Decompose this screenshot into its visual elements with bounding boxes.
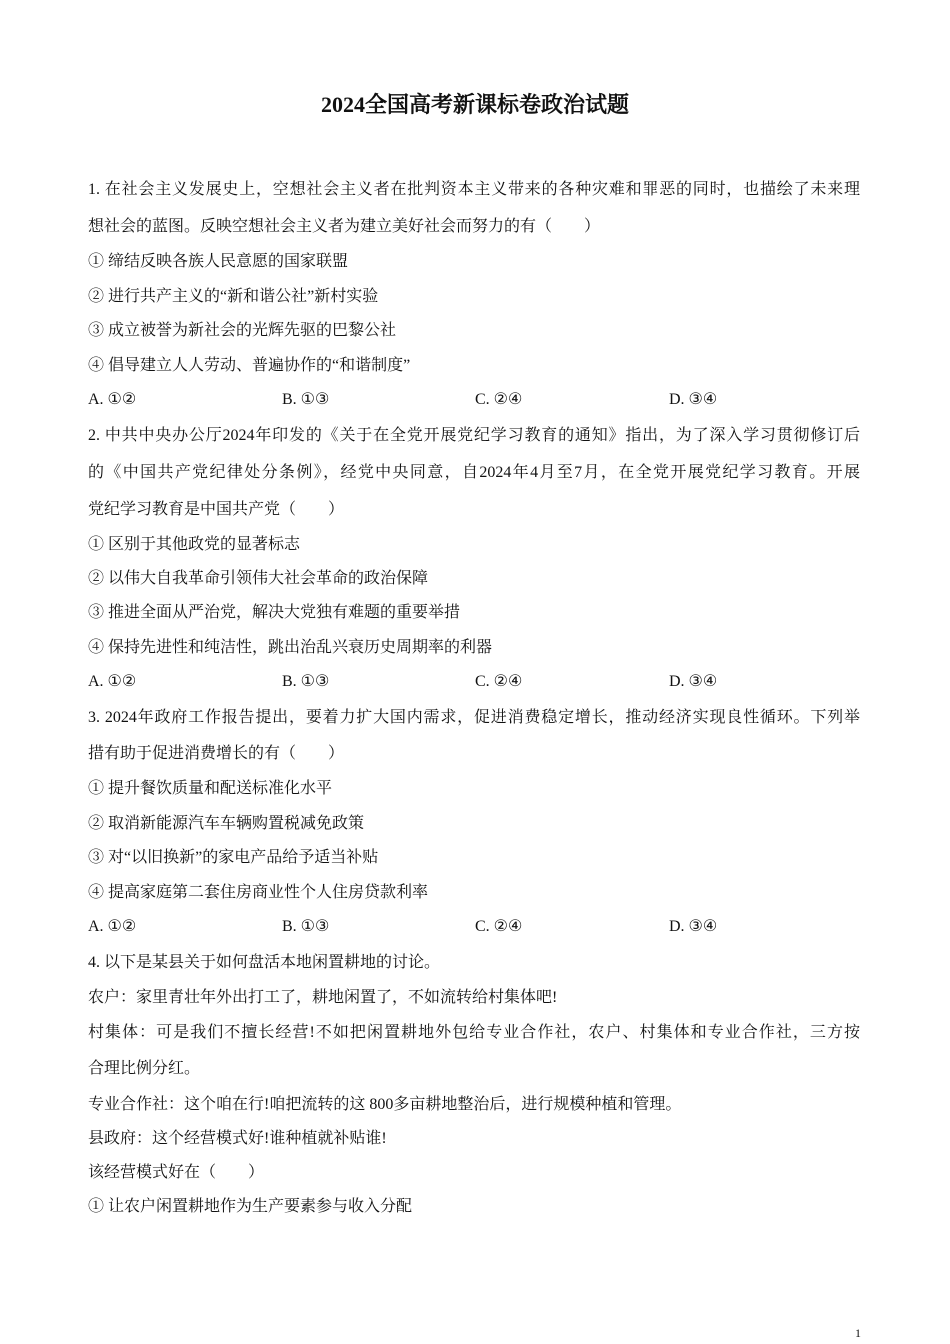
question-line: ① 提升餐饮质量和配送标准化水平 [88, 780, 333, 797]
answer-option: B. ①③ [282, 391, 330, 408]
question-line: 的《中国共产党纪律处分条例》，经党中央同意，自2024年4月至7月，在全党开展党纪学习教育。开展 [88, 464, 860, 481]
question-stem: 2. 中共中央办公厅2024年印发的《关于在全党开展党纪学习教育的通知》指出，为了深入学习贯彻修订后 [88, 427, 860, 444]
question-line: ① 缔结反映各族人民意愿的国家联盟 [88, 253, 349, 270]
question-line: ③ 成立被誉为新社会的光辉先驱的巴黎公社 [88, 322, 397, 339]
answer-option: D. ③④ [669, 673, 718, 690]
question-line: ① 区别于其他政党的显著标志 [88, 536, 301, 553]
question-line: ① 让农户闲置耕地作为生产要素参与收入分配 [88, 1198, 413, 1215]
question-stem: 1. 在社会主义发展史上，空想社会主义者在批判资本主义带来的各种灾难和罪恶的同时，也描绘了未来理 [88, 181, 860, 198]
answer-option: A. ①② [88, 918, 137, 935]
question-line: 专业合作社：这个咱在行!咱把流转的这 800多亩耕地整治后，进行规模种植和管理。 [88, 1096, 682, 1113]
question-line: ② 取消新能源汽车车辆购置税减免政策 [88, 815, 365, 832]
question-stem: 4. 以下是某县关于如何盘活本地闲置耕地的讨论。 [88, 954, 441, 971]
question-line: 该经营模式好在（ ） [88, 1164, 265, 1181]
question-line: ④ 保持先进性和纯洁性，跳出治乱兴衰历史周期率的利器 [88, 639, 493, 656]
answer-option: B. ①③ [282, 673, 330, 690]
question-line: 村集体：可是我们不擅长经营!不如把闲置耕地外包给专业合作社，农户、村集体和专业合作社，三方按 [88, 1024, 860, 1041]
question-line: 党纪学习教育是中国共产党（ ） [88, 501, 345, 518]
question-line: 措有助于促进消费增长的有（ ） [88, 745, 345, 762]
question-line: 想社会的蓝图。反映空想社会主义者为建立美好社会而努力的有（ ） [88, 218, 601, 235]
answer-option: D. ③④ [669, 918, 718, 935]
answer-option: C. ②④ [475, 673, 523, 690]
question-stem: 3. 2024年政府工作报告提出，要着力扩大国内需求，促进消费稳定增长，推动经济实现良性循环。下列举 [88, 709, 860, 726]
question-line: ④ 倡导建立人人劳动、普遍协作的“和谐制度” [88, 357, 411, 374]
question-line: 农户：家里青壮年外出打工了，耕地闲置了，不如流转给村集体吧! [88, 989, 558, 1006]
page-number: 1 [855, 1326, 861, 1340]
answer-option: D. ③④ [669, 391, 718, 408]
question-line: ② 进行共产主义的“新和谐公社”新村实验 [88, 288, 379, 305]
answer-option: A. ①② [88, 391, 137, 408]
document-title: 2024全国高考新课标卷政治试题 [320, 92, 629, 117]
question-line: 县政府：这个经营模式好!谁种植就补贴谁! [88, 1130, 387, 1147]
question-line: ④ 提高家庭第二套住房商业性个人住房贷款利率 [88, 884, 429, 901]
answer-option: C. ②④ [475, 918, 523, 935]
answer-option: C. ②④ [475, 391, 523, 408]
question-line: 合理比例分红。 [88, 1060, 201, 1077]
answer-option: A. ①② [88, 673, 137, 690]
question-line: ③ 推进全面从严治党，解决大党独有难题的重要举措 [88, 604, 461, 621]
answer-option: B. ①③ [282, 918, 330, 935]
question-line: ② 以伟大自我革命引领伟大社会革命的政治保障 [88, 570, 429, 587]
question-line: ③ 对“以旧换新”的家电产品给予适当补贴 [88, 849, 379, 866]
